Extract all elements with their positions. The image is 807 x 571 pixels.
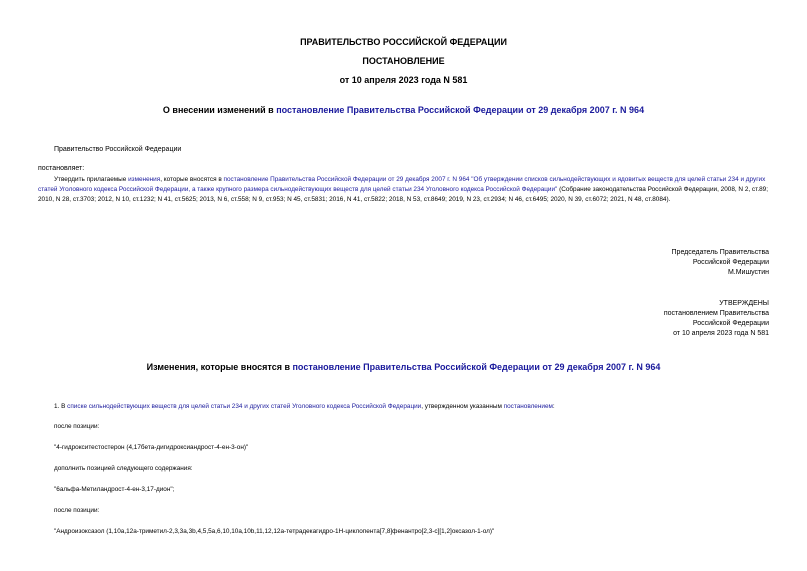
title-link-decree-964[interactable]: постановление Правительства Российской Федерации от 29 декабря 2007 г. N 964 bbox=[276, 105, 645, 115]
p1-text: Утвердить прилагаемые bbox=[54, 176, 129, 183]
approved-date: от 10 апреля 2023 года N 581 bbox=[673, 330, 769, 337]
item1-mid: , утвержденном указанным bbox=[421, 403, 504, 410]
item1-prefix: 1. В bbox=[54, 403, 68, 410]
add-position-text: дополнить позицией следующего содержания: bbox=[54, 465, 193, 472]
approved-block bbox=[664, 299, 769, 339]
main-paragraph bbox=[38, 175, 772, 206]
after-position-2: после позиции: bbox=[54, 507, 100, 514]
document-date-number: от 10 апреля 2023 года N 581 bbox=[339, 75, 468, 85]
p3-text: (Собрание законодательства Российской Федерации, 2008, N 2, ст.89; 2010, N 28, ст.3703; 2012, N 10, ст.1232; N 41, ст.5625; 2013, N 6, ст.558; N 9, ст.953; N 45, ст.5831; 2016, N 41, ст.5822; 2018, N 53, ст.8649; 2019, N 23, ст.2934; N 46, ст.6495; 2020, N 39, ст.6072; 2021, N 48, ст.8084). bbox=[38, 186, 768, 204]
resolves-text: постановляет: bbox=[38, 165, 85, 172]
approved-org: Российской Федерации bbox=[692, 320, 769, 327]
signature-block bbox=[672, 248, 769, 278]
document-title bbox=[0, 105, 807, 115]
link-changes[interactable]: изменения bbox=[128, 176, 161, 183]
after-position-1: после позиции: bbox=[54, 423, 100, 430]
link-decree[interactable]: постановлением bbox=[503, 403, 553, 410]
changes-title-link[interactable]: постановление Правительства Российской Федерации от 29 декабря 2007 г. N 964 bbox=[292, 362, 661, 372]
document-title-prefix: О внесении изменений в bbox=[162, 105, 277, 115]
change-item-1 bbox=[54, 403, 555, 410]
approved-by: постановлением Правительства bbox=[663, 310, 769, 317]
signature-name: М.Мишустин bbox=[727, 269, 769, 276]
issuer-text: Правительство Российской Федерации bbox=[54, 146, 182, 153]
link-list-substances[interactable]: списке сильнодействующих веществ для целей статьи 234 и других статей Уголовного кодекса Российской Федерации bbox=[67, 403, 422, 410]
document-type: ПОСТАНОВЛЕНИЕ bbox=[362, 56, 445, 66]
quote-position-3: "Андроизоксазол (1,10а,12а-триметил-2,3,3а,3b,4,5,5а,6,10,10а,10b,11,12,12а-тетрадекагидро-1Н-циклопента[7,8]фенантро[2,3-с][1,2]оксазол-1-ол)" bbox=[54, 528, 495, 535]
signature-position: Председатель Правительства bbox=[671, 249, 769, 256]
p2-text: , которые вносятся в bbox=[160, 176, 224, 183]
quote-position-1: "4-гидрокситестостерон (4,17бета-дигидроксиандрост-4-ен-3-он)" bbox=[54, 444, 249, 451]
changes-title-prefix: Изменения, которые вносятся в bbox=[146, 362, 293, 372]
government-heading: ПРАВИТЕЛЬСТВО РОССИЙСКОЙ ФЕДЕРАЦИИ bbox=[300, 37, 507, 47]
item1-end: : bbox=[552, 403, 555, 410]
quote-position-2: "6альфа-Метиландрост-4-ен-3,17-дион"; bbox=[54, 486, 175, 493]
changes-title bbox=[0, 362, 807, 372]
approved-heading: УТВЕРЖДЕНЫ bbox=[719, 300, 769, 307]
signature-org: Российской Федерации bbox=[692, 259, 769, 266]
link-decree-964-full[interactable]: постановление Правительства Российской Федерации от 29 декабря 2007 г. N 964 "Об утверждении списков сильнодействующих и ядовитых веществ для целей статьи 234 и других статей Уголовного кодекса Российской Федерации, а также крупного размера сильнодействующих веществ для целей статьи 234 Уголовного кодекса Российской Федерации" bbox=[38, 176, 766, 194]
